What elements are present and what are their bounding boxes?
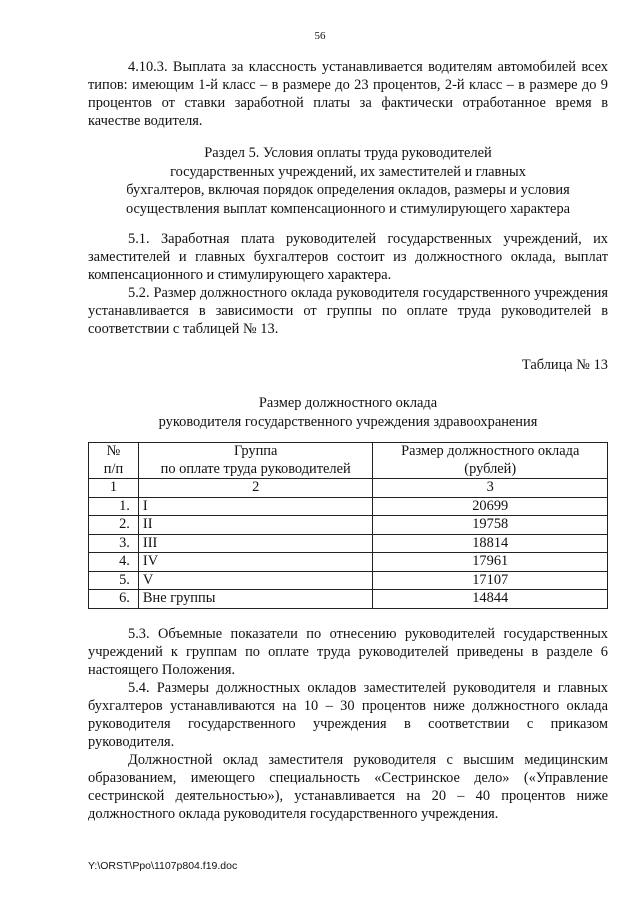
table-title-line: Размер должностного оклада [258, 395, 438, 411]
section-heading-line: бухгалтеров, включая порядок определения окладов, размеры и условия [126, 182, 570, 198]
row-salary: 19758 [373, 516, 608, 535]
row-group: I [138, 497, 373, 516]
header-text: Группа [233, 443, 278, 459]
header-text: п/п [103, 460, 124, 477]
header-text: Размер должностного оклада [401, 443, 580, 459]
paragraph-5-1: 5.1. Заработная плата руководителей государственных учреждений, их заместителей и главных бухгалтеров состоит из должностного оклада, выплат компенсационного и стимулирующего характера. [88, 231, 608, 283]
row-number: 1. [89, 497, 139, 516]
header-text: (рублей) [464, 460, 517, 477]
row-salary: 14844 [373, 590, 608, 609]
header-text: по оплате труда руководителей [160, 460, 351, 477]
row-salary: 17107 [373, 571, 608, 590]
index-cell: 2 [138, 479, 373, 498]
row-salary: 17961 [373, 553, 608, 572]
row-number: 5. [89, 571, 139, 590]
row-group: IV [138, 553, 373, 572]
table-row [89, 571, 608, 590]
paragraph-4-10-3: 4.10.3. Выплата за классность устанавливается водителям автомобилей всех типов: имеющим 1-й класс – в размере до 23 процентов, 2-й класс – в размере до 9 процентов от ставки заработной платы за фактически отработанное время в качестве водителя. [88, 59, 608, 129]
header-group [138, 443, 373, 479]
row-group: II [138, 516, 373, 535]
header-salary [373, 443, 608, 479]
table-row [89, 553, 608, 572]
paragraph-5-3: 5.3. Объемные показатели по отнесению руководителей государственных учреждений к группам по оплате труда руководителей приведены в разделе 6 настоящего Положения. [88, 625, 608, 678]
row-number: 4. [89, 553, 139, 572]
header-text: № [106, 443, 121, 459]
section-heading-line: государственных учреждений, их заместителей и главных [170, 163, 526, 180]
section-5-heading [88, 144, 608, 218]
table-index-row [89, 479, 608, 498]
paragraph-deputy-medical: Должностной оклад заместителя руководителя с высшим медицинским образованием, имеющего специальность «Сестринское дело» («Управление сестринской деятельностью»), устанавливается на 20 – 40 процентов ниже должностного оклада руководителя государственного учреждения. [88, 751, 608, 822]
index-cell: 3 [373, 479, 608, 498]
row-number: 2. [89, 516, 139, 535]
table-row [89, 590, 608, 609]
paragraph-5-2: 5.2. Размер должностного оклада руководителя государственного учреждения устанавливается в зависимости от группы по оплате труда руководителей в соответствии с таблицей № 13. [88, 285, 608, 337]
row-number: 6. [89, 590, 139, 609]
row-group: V [138, 571, 373, 590]
table-title-line: руководителя государственного учреждения здравоохранения [158, 414, 538, 430]
page-number: 56 [314, 30, 326, 42]
row-group: Вне группы [138, 590, 373, 609]
section-heading-line: осуществления выплат компенсационного и стимулирующего характера [125, 200, 571, 217]
row-number: 3. [89, 534, 139, 553]
table-label: Таблица № 13 [521, 357, 608, 373]
document-body [88, 58, 608, 823]
table-row [89, 497, 608, 516]
row-salary: 18814 [373, 534, 608, 553]
index-cell: 1 [89, 479, 139, 498]
paragraph-5-4: 5.4. Размеры должностных окладов заместителей руководителя и главных бухгалтеров устанавливаются на 10 – 30 процентов ниже должностного оклада руководителя государственного учреждения в соответствии с приказом руководителя. [88, 679, 608, 750]
table-row [89, 516, 608, 535]
section-heading-line: Раздел 5. Условия оплаты труда руководителей [204, 145, 492, 161]
header-number [89, 443, 139, 479]
table-row [89, 534, 608, 553]
row-group: III [138, 534, 373, 553]
salary-table [88, 442, 608, 609]
footer-file-path: Y:\ORST\Ppo\1107p804.f19.doc [88, 860, 238, 872]
row-salary: 20699 [373, 497, 608, 516]
table-title [88, 394, 608, 432]
table-header-row [89, 443, 608, 479]
